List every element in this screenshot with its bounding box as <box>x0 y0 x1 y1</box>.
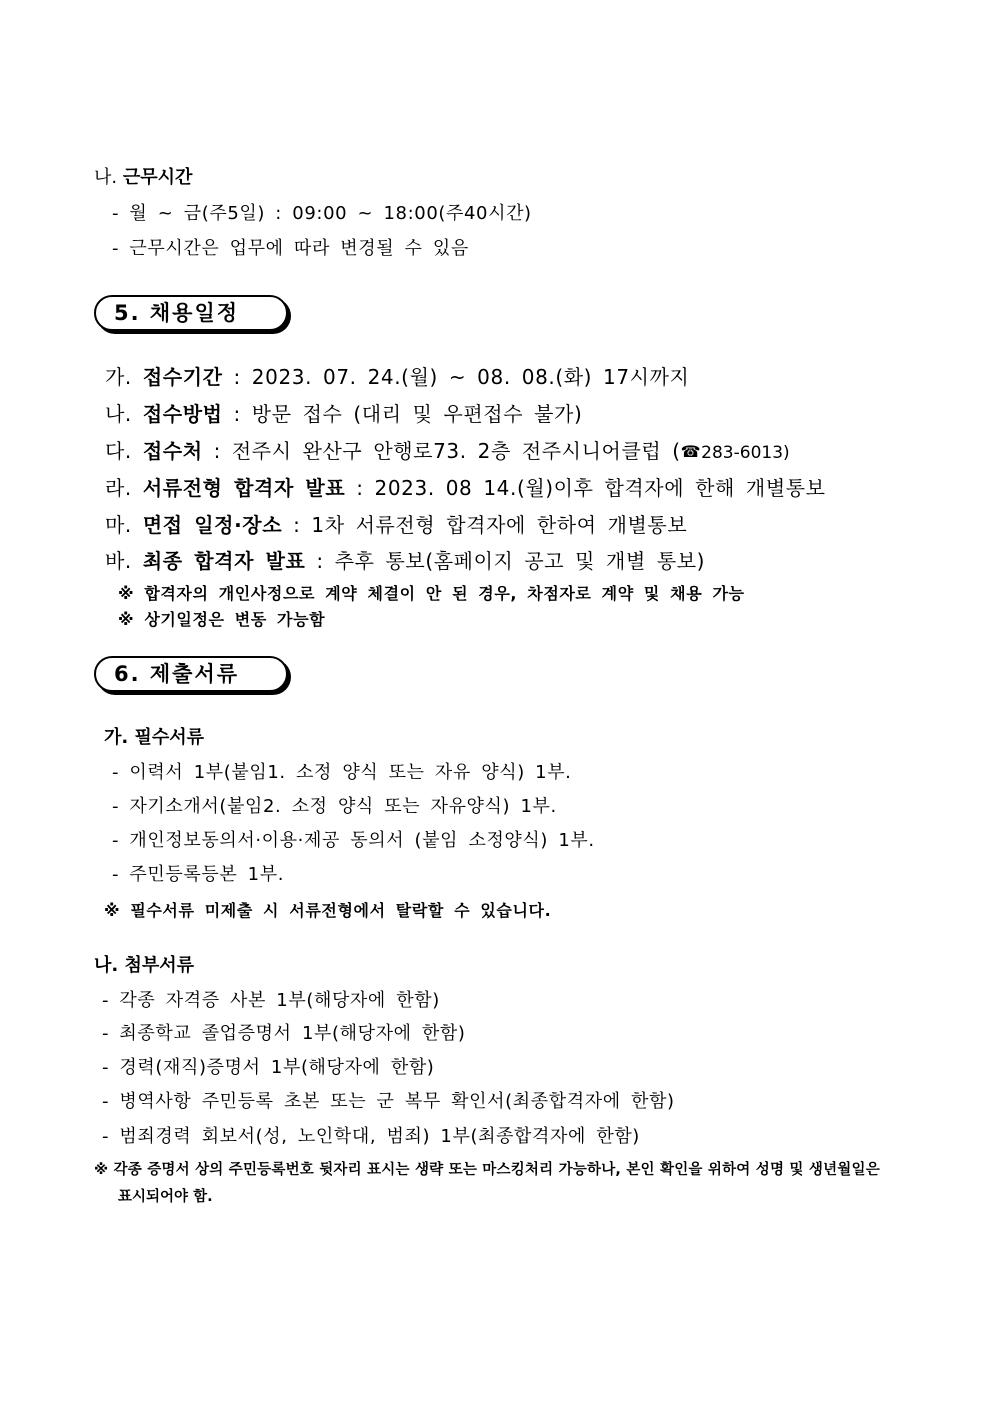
required-docs-heading: 가. 필수서류 <box>104 727 205 748</box>
item-prefix: 바. <box>105 549 132 573</box>
item-prefix: 라. <box>105 476 132 500</box>
schedule-item-final-result <box>105 549 705 573</box>
item-value: : 전주시 완산구 안행로73. 2층 전주시니어클럽 ( <box>202 439 681 463</box>
item-label: 최종 합격자 발표 <box>142 549 306 573</box>
attached-docs-heading: 나. 첨부서류 <box>94 955 195 976</box>
work-hours-heading <box>94 167 192 189</box>
section5-title: 5. 채용일정 <box>94 295 288 331</box>
attached-doc-item: - 병역사항 주민등록 초본 또는 군 복무 확인서(최종합격자에 한함) <box>102 1091 675 1112</box>
item-label: 접수방법 <box>142 402 223 426</box>
item-value: : 추후 통보(홈페이지 공고 및 개별 통보) <box>305 549 706 573</box>
schedule-item-method <box>105 402 582 426</box>
attached-doc-item: - 범죄경력 회보서(성, 노인학대, 범죄) 1부(최종합격자에 한함) <box>102 1126 640 1147</box>
attached-docs-note: ※ 각종 증명서 상의 주민등록번호 뒷자리 표시는 생략 또는 마스킹처리 가능하나, 본인 확인을 위하여 성명 및 생년월일은 <box>94 1162 880 1178</box>
item-value: : 1차 서류전형 합격자에 한하여 개별통보 <box>282 513 688 537</box>
work-hours-prefix: 나. <box>94 167 118 188</box>
work-hours-title: 근무시간 <box>122 167 193 188</box>
schedule-item-interview <box>105 513 687 537</box>
required-doc-item: - 이력서 1부(붙임1. 소정 양식 또는 자유 양식) 1부. <box>112 762 572 783</box>
item-prefix: 다. <box>105 439 132 463</box>
item-label: 접수처 <box>142 439 203 463</box>
required-doc-item: - 자기소개서(붙임2. 소정 양식 또는 자유양식) 1부. <box>112 796 557 817</box>
required-doc-item: - 주민등록등본 1부. <box>112 864 285 885</box>
attached-docs-note-cont: 표시되어야 함. <box>118 1189 213 1205</box>
work-hours-line2: - 근무시간은 업무에 따라 변경될 수 있음 <box>112 238 469 259</box>
attached-doc-item: - 각종 자격증 사본 1부(해당자에 한함) <box>102 990 440 1011</box>
schedule-note: ※ 합격자의 개인사정으로 계약 체결이 안 된 경우, 차점자로 계약 및 채용 가능 <box>118 584 745 603</box>
phone-icon: ☎ <box>680 442 702 461</box>
work-hours-line1: - 월 ~ 금(주5일) : 09:00 ~ 18:00(주40시간) <box>112 203 532 224</box>
schedule-item-place <box>105 439 790 463</box>
schedule-item-document-result <box>105 476 826 500</box>
item-prefix: 나. <box>105 402 132 426</box>
schedule-item-period <box>105 365 689 389</box>
required-docs-note: ※ 필수서류 미제출 시 서류전형에서 탈락할 수 있습니다. <box>104 901 552 920</box>
attached-doc-item: - 경력(재직)증명서 1부(해당자에 한함) <box>102 1057 435 1078</box>
item-label: 접수기간 <box>142 365 223 389</box>
item-prefix: 마. <box>105 513 132 537</box>
item-label: 서류전형 합격자 발표 <box>142 476 346 500</box>
required-doc-item: - 개인정보동의서·이용·제공 동의서 (붙임 소정양식) 1부. <box>112 830 595 851</box>
item-value: : 2023. 08 14.(월)이후 합격자에 한해 개별통보 <box>345 476 826 500</box>
schedule-note: ※ 상기일정은 변동 가능함 <box>118 610 326 629</box>
section6-title: 6. 제출서류 <box>94 656 288 692</box>
attached-doc-item: - 최종학교 졸업증명서 1부(해당자에 한함) <box>102 1023 466 1044</box>
item-value: : 방문 접수 (대리 및 우편접수 불가) <box>222 402 583 426</box>
phone-number: 283-6013) <box>701 443 790 463</box>
item-prefix: 가. <box>105 365 132 389</box>
item-label: 면접 일정·장소 <box>142 513 283 537</box>
item-value: : 2023. 07. 24.(월) ~ 08. 08.(화) 17시까지 <box>222 365 690 389</box>
